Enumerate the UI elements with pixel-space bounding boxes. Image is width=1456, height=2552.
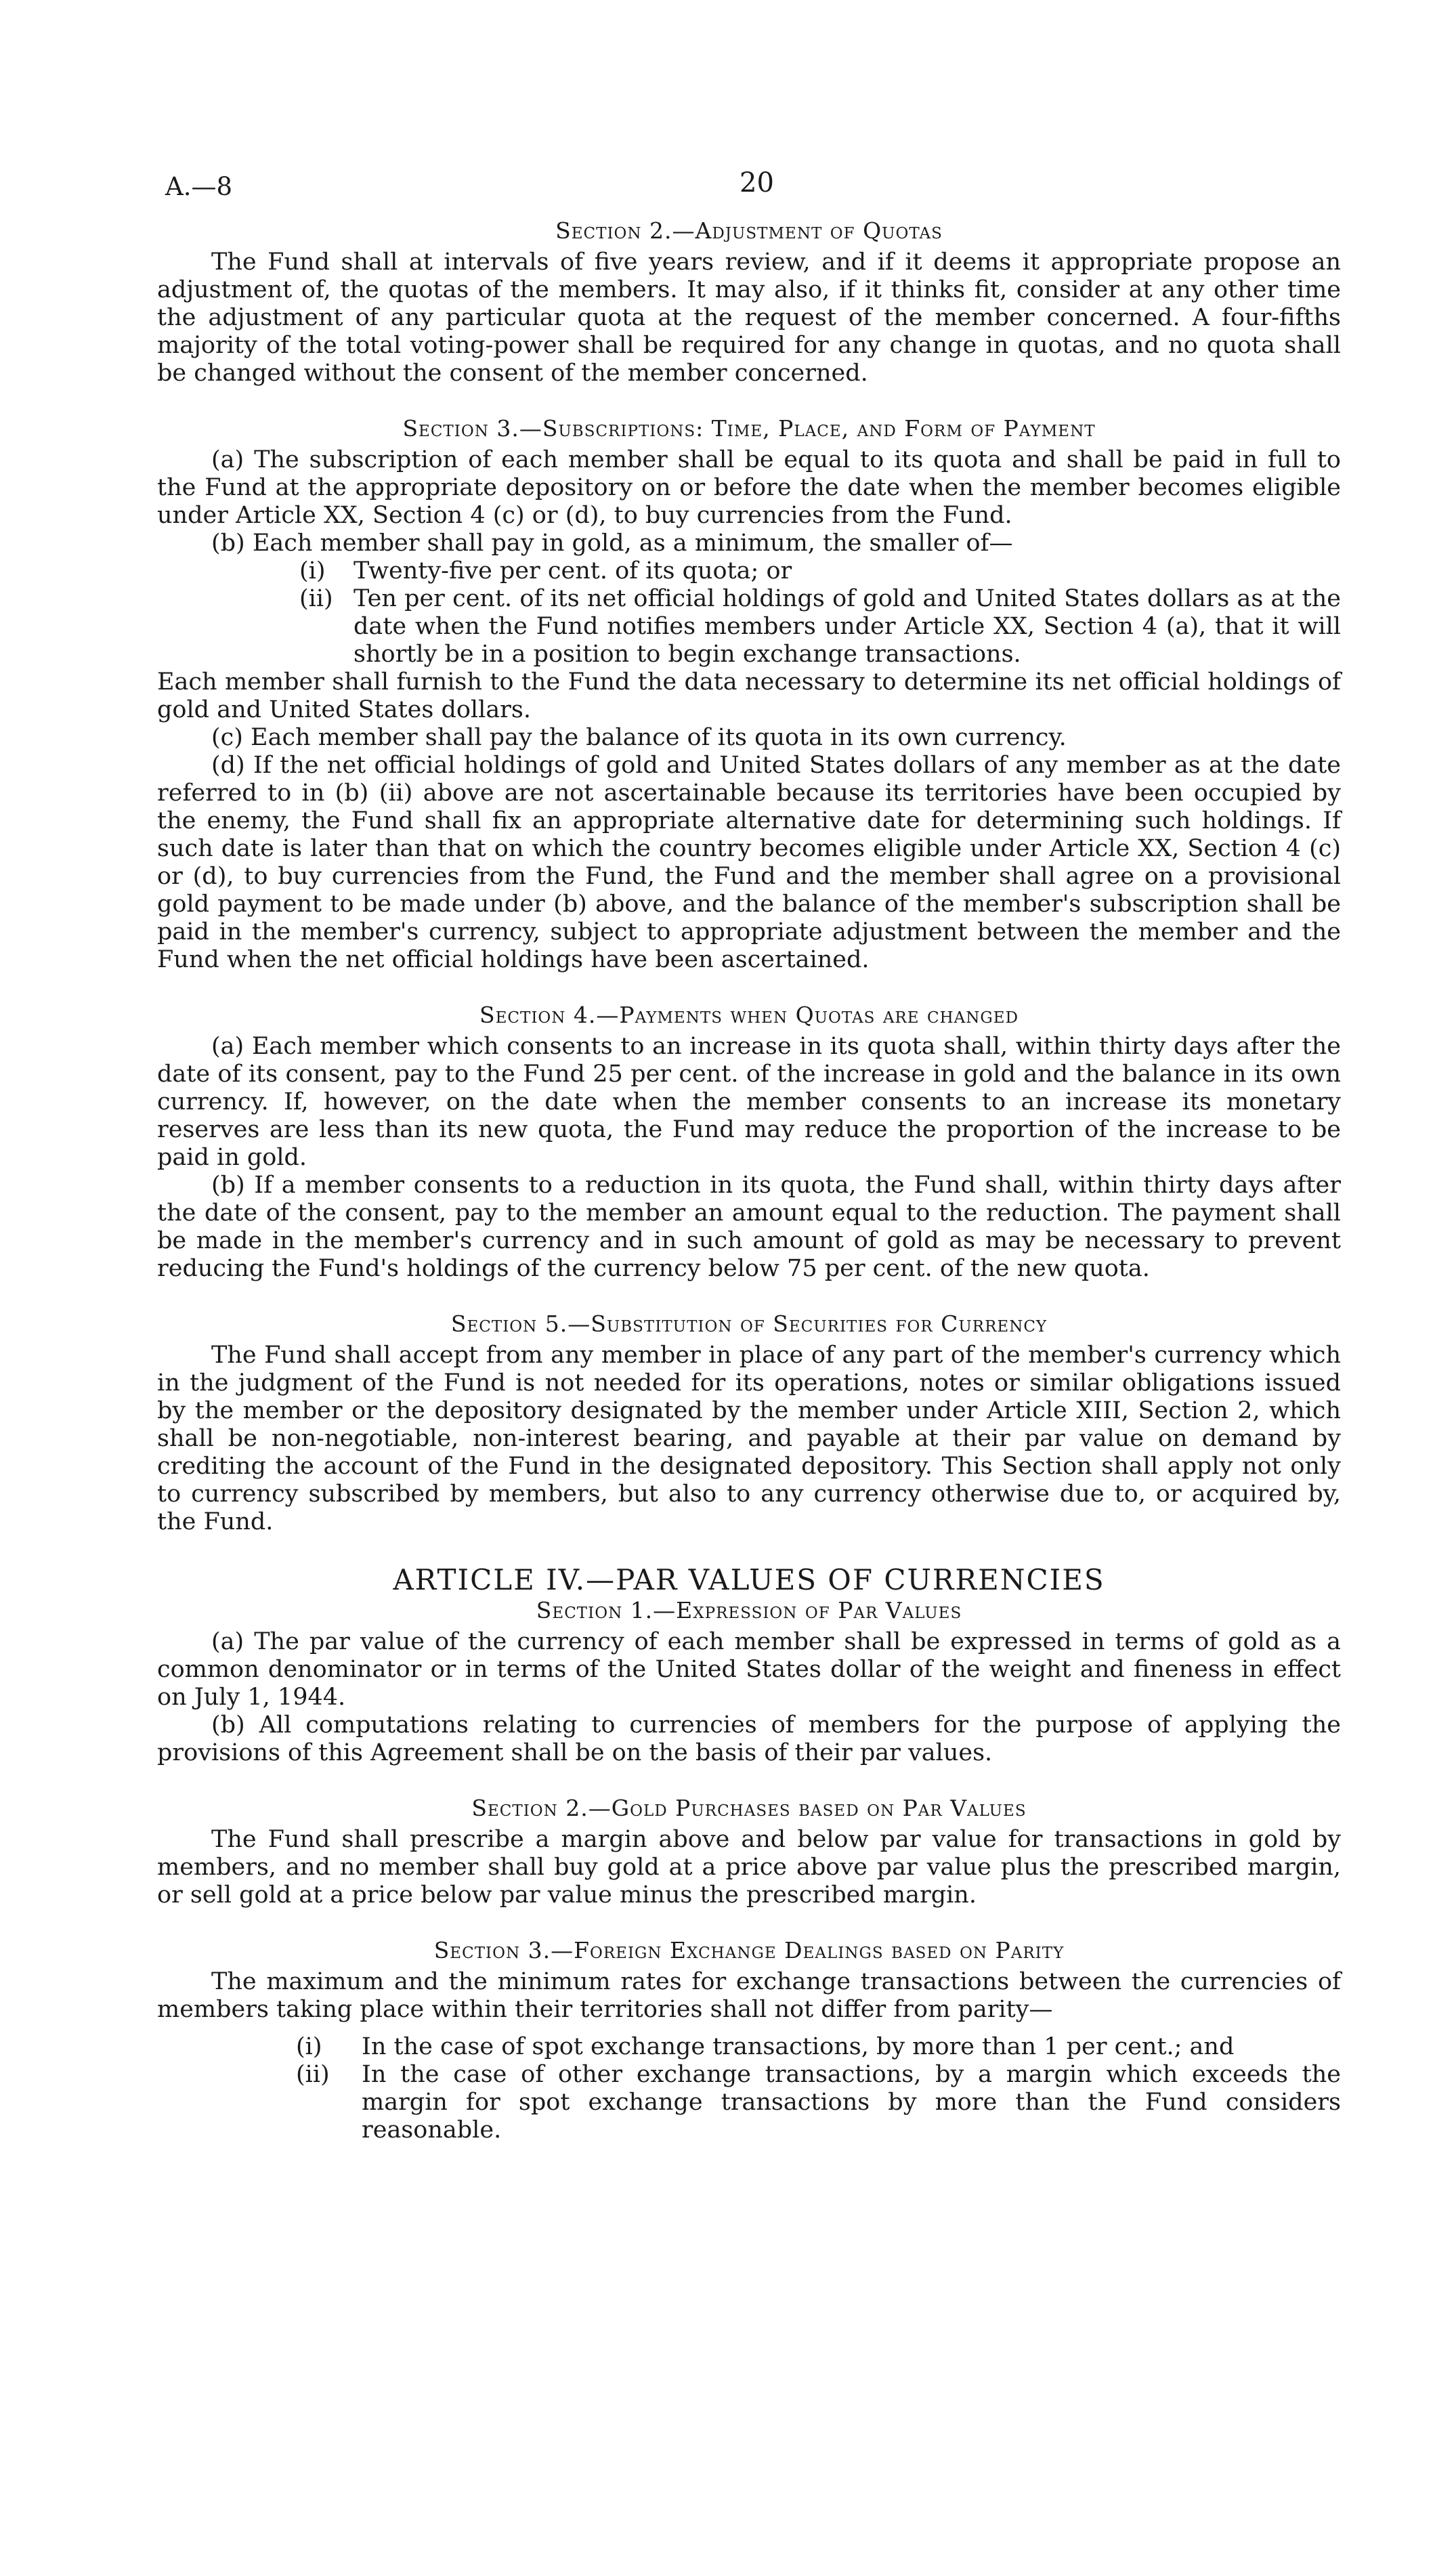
section-3-heading: Section 3.—Subscriptions: Time, Place, and Form of Payment — [402, 415, 1096, 442]
item-label: (ii) — [296, 2061, 330, 2088]
section-3-item-i — [157, 557, 1341, 585]
article-iv-section-3-heading: Section 3.—Foreign Exchange Dealings based on Parity — [433, 1937, 1065, 1963]
article-iv-s1-para-a: (a) The par value of the currency of each member shall be expressed in terms of gold as a common denominator or in terms of the United States dollar of the weight and fineness in effect on July 1, 1944. — [157, 1628, 1341, 1711]
page-number: 20 — [740, 167, 774, 198]
section-2-paragraph: The Fund shall at intervals of five years review, and if it deems it appropriate propose an adjustment of, the quotas of the members. It may also, if it thinks fit, consider at any other time the adjustment of any particular quota at the request of the member concerned. A four-fifths majority of the total voting-power shall be required for any change in quotas, and no quota shall be changed without the consent of the member concerned. — [157, 249, 1341, 387]
item-label: (ii) — [299, 585, 333, 612]
item-text: Twenty-five per cent. of its quota; or — [354, 557, 792, 584]
running-header — [157, 156, 1341, 201]
section-3-para-d: (d) If the net official holdings of gold and United States dollars of any member as at the date referred to in (b) (ii) above are not ascertainable because its territories have been occupied by the enemy, the Fund shall fix an appropriate alternative date for determining such holdings. If such date is later than that on which the country becomes eligible under Article XX, Section 4 (c) or (d), to buy currencies from the Fund, the Fund and the member shall agree on a provisional gold payment to be made under (b) above, and the balance of the member's subscription shall be paid in the member's currency, subject to appropriate adjustment between the member and the Fund when the net official holdings have been ascertained. — [157, 752, 1341, 973]
section-5-heading: Section 5.—Substitution of Securities for Currency — [450, 1311, 1048, 1337]
section-3-para-b: (b) Each member shall pay in gold, as a minimum, the smaller of— — [211, 530, 1013, 557]
article-iv-section-2-heading: Section 2.—Gold Purchases based on Par Values — [471, 1795, 1027, 1821]
article-iv-s1-para-b: (b) All computations relating to currencies of members for the purpose of applying the provisions of this Agreement shall be on the basis of their par values. — [157, 1711, 1341, 1766]
section-3-furnish-paragraph: Each member shall furnish to the Fund the data necessary to determine its net official holdings of gold and United States dollars. — [157, 668, 1341, 723]
section-3-item-ii — [157, 585, 1341, 668]
section-3-para-a: (a) The subscription of each member shall be equal to its quota and shall be paid in full to the Fund at the appropriate depository on or before the date when the member becomes eligible under Article XX, Section 4 (c) or (d), to buy currencies from the Fund. — [157, 446, 1341, 529]
item-text: In the case of spot exchange transactions, by more than 1 per cent.; and — [362, 2033, 1235, 2060]
document-reference: A.—8 — [165, 172, 233, 201]
section-4-para-a: (a) Each member which consents to an increase in its quota shall, within thirty days after the date of its consent, pay to the Fund 25 per cent. of the increase in gold and the balance in its own currency. If, however, on the date when the member consents to an increase its monetary reserves are less than its new quota, the Fund may reduce the proportion of the increase to be paid in gold. — [157, 1033, 1341, 1171]
article-iv-s2-paragraph: The Fund shall prescribe a margin above and below par value for transactions in gold by members, and no member shall buy gold at a price above par value plus the prescribed margin, or sell gold at a price below par value minus the prescribed margin. — [157, 1826, 1341, 1909]
item-text: In the case of other exchange transactions, by a margin which exceeds the margin for spot exchange transactions by more than the Fund considers reasonable. — [362, 2061, 1341, 2144]
section-4-para-b: (b) If a member consents to a reduction in its quota, the Fund shall, within thirty days after the date of the consent, pay to the member an amount equal to the reduction. The payment shall be made in the member's currency and in such amount of gold as may be necessary to prevent reducing the Fund's holdings of the currency below 75 per cent. of the new quota. — [157, 1172, 1341, 1282]
article-iv-section-1-heading: Section 1.—Expression of Par Values — [536, 1597, 962, 1623]
article-iv-title: ARTICLE IV.—PAR VALUES OF CURRENCIES — [393, 1563, 1105, 1596]
article-iv-s3-item-i — [157, 2033, 1341, 2061]
item-label: (i) — [296, 2033, 322, 2060]
item-label: (i) — [299, 557, 326, 584]
section-4-heading: Section 4.—Payments when Quotas are changed — [479, 1002, 1019, 1028]
article-iv-s3-paragraph: The maximum and the minimum rates for exchange transactions between the currencies of members taking place within their territories shall not differ from parity— — [157, 1968, 1341, 2023]
section-2-heading: Section 2.—Adjustment of Quotas — [555, 217, 943, 244]
item-text: Ten per cent. of its net official holdings of gold and United States dollars as at the date when the Fund notifies members under Article XX, Section 4 (a), that it will shortly be in a position to begin exchange transactions. — [354, 585, 1341, 668]
section-5-paragraph: The Fund shall accept from any member in place of any part of the member's currency which in the judgment of the Fund is not needed for its operations, notes or similar obligations issued by the member or the depository designated by the member under Article XIII, Section 2, which shall be non-negotiable, non-interest bearing, and payable at their par value on demand by crediting the account of the Fund in the designated depository. This Section shall apply not only to currency subscribed by members, but also to any currency otherwise due to, or acquired by, the Fund. — [157, 1342, 1341, 1535]
section-3-para-c: (c) Each member shall pay the balance of its quota in its own currency. — [211, 724, 1067, 751]
article-iv-s3-item-ii — [157, 2061, 1341, 2144]
